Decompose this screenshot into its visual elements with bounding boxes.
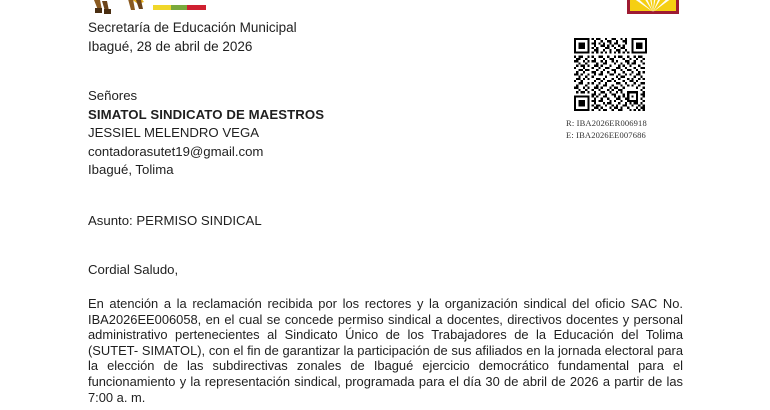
qr-code [574, 38, 647, 111]
sender-place-date: Ibagué, 28 de abril de 2026 [88, 39, 253, 54]
body-paragraph: En atención a la reclamación recibida por los rectores y la organización sindical del oficio SAC No. IBA2026EE006058, en el cual se concede permiso sindical a docentes, directivos docentes y personal administrativo pertenecientes al Sindicato Único de los Trabajadores de la Educación del Tolima (SUTET- SIMATOL), con el fin de garantizar la participación de sus afiliados en la jornada electoral para la elección de las subdirectivas zonales de Ibagué ejercicio democrático fundamental para el funcionamiento y la representación sindical, programada para el día 30 de abril de 2026 a partir de las 7:00 a. m. [88, 296, 683, 405]
addressee-block [88, 87, 324, 180]
ibague-city-sunburst-logo [627, 0, 679, 16]
sender-office: Secretaría de Educación Municipal [88, 20, 297, 35]
tricolor-accent-bar [153, 5, 206, 10]
addressee-organization: SIMATOL SINDICATO DE MAESTROS [88, 106, 325, 122]
subject-line: Asunto: PERMISO SINDICAL [88, 213, 262, 228]
tricolor-red-segment [187, 5, 206, 10]
tricolor-green-segment [171, 5, 187, 10]
tricolor-yellow-segment [153, 5, 171, 10]
reception-reference: R: IBA2026ER006918 [566, 118, 647, 128]
dispatch-reference: E: IBA2026EE007686 [566, 129, 646, 140]
addressee-city: Ibagué, Tolima [88, 162, 174, 178]
radicado-references [566, 118, 686, 141]
addressee-salutation: Señores [88, 88, 138, 103]
greeting-line: Cordial Saludo, [88, 262, 179, 277]
qr-reference-block [566, 38, 686, 141]
addressee-contact-name: JESSIEL MELENDRO VEGA [88, 125, 259, 141]
sender-block [88, 18, 297, 56]
addressee-email: contadorasutet19@gmail.com [88, 143, 264, 159]
ibague-coat-of-arms-logo [86, 0, 150, 18]
